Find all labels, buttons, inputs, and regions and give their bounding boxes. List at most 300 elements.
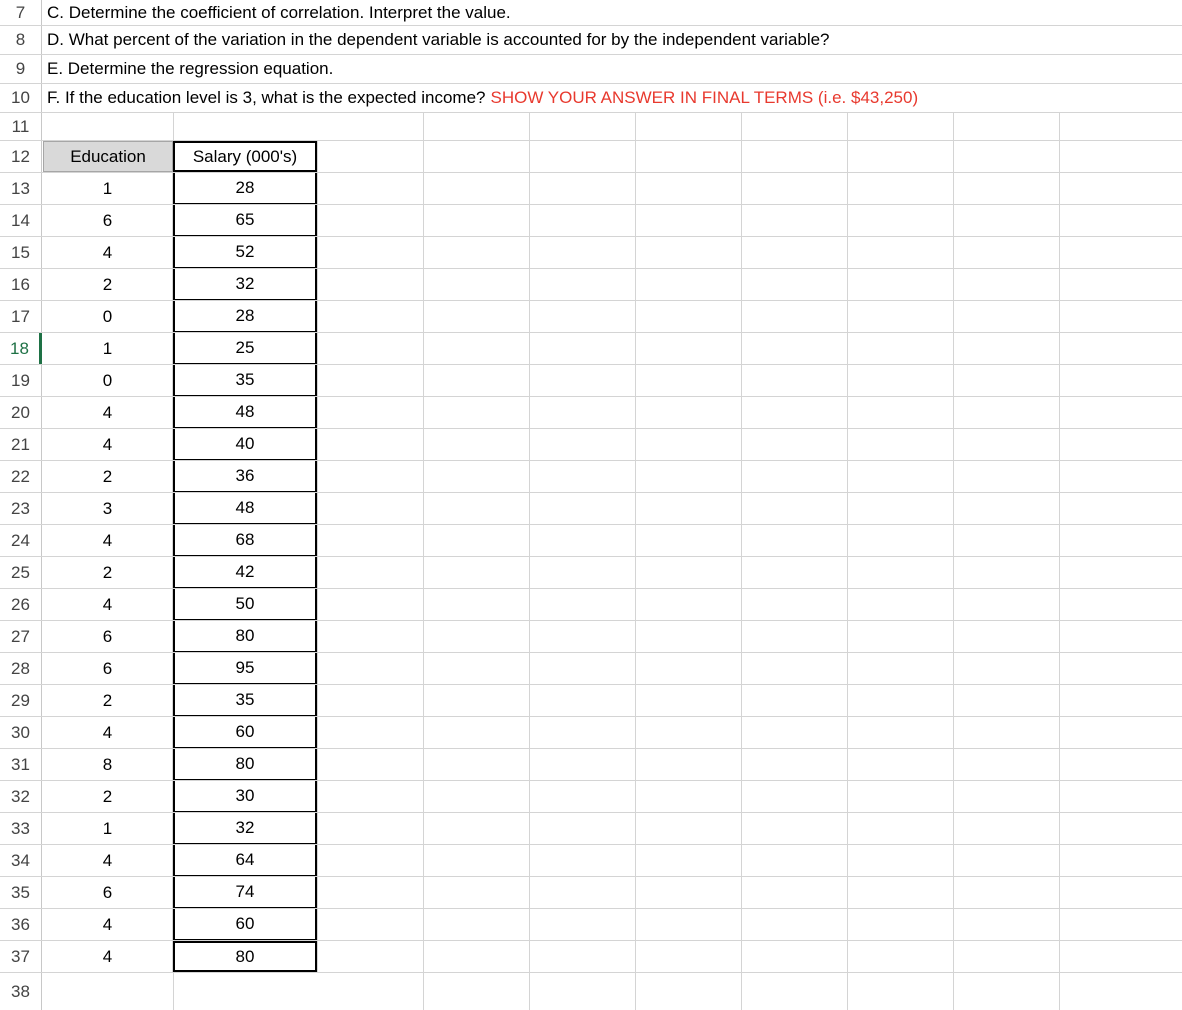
gridline: [1059, 173, 1060, 204]
gridline: [423, 909, 424, 940]
gridline: [953, 749, 954, 780]
gridline: [741, 717, 742, 748]
gridline: [953, 653, 954, 684]
gridline: [953, 237, 954, 268]
gridline: [741, 141, 742, 172]
row-header-23[interactable]: 23: [0, 493, 42, 524]
gridline: [635, 845, 636, 876]
gridline: [1059, 941, 1060, 972]
gridline: [1059, 493, 1060, 524]
gridline: [953, 365, 954, 396]
gridline: [423, 461, 424, 492]
salary-cell[interactable]: 40: [173, 429, 317, 460]
row-header-24[interactable]: 24: [0, 525, 42, 556]
gridline: [635, 941, 636, 972]
question-9[interactable]: [47, 55, 333, 83]
gridline: [423, 685, 424, 716]
row-header-34[interactable]: 34: [0, 845, 42, 876]
gridline: [1059, 621, 1060, 652]
gridline: [635, 909, 636, 940]
gridline: [741, 397, 742, 428]
gridline: [741, 461, 742, 492]
gridline: [741, 205, 742, 236]
gridline: [741, 589, 742, 620]
gridline: [529, 141, 530, 172]
gridline: [529, 845, 530, 876]
education-cell[interactable]: 4: [43, 909, 173, 940]
gridline: [423, 365, 424, 396]
gridline: [741, 333, 742, 364]
gridline: [741, 173, 742, 204]
salary-cell[interactable]: 80: [173, 749, 317, 780]
sheet-row-15: [0, 237, 1182, 269]
gridline: [635, 429, 636, 460]
gridline: [1059, 589, 1060, 620]
question-text: D. What percent of the variation in the dependent variable is accounted for by the independent variable?: [47, 30, 830, 49]
gridline: [317, 493, 318, 524]
row-header-29[interactable]: 29: [0, 685, 42, 716]
gridline: [1059, 557, 1060, 588]
gridline: [635, 685, 636, 716]
salary-cell[interactable]: 80: [173, 941, 317, 972]
gridline: [317, 621, 318, 652]
gridline: [423, 269, 424, 300]
gridline: [847, 141, 848, 172]
gridline: [635, 461, 636, 492]
gridline: [635, 781, 636, 812]
gridline: [635, 205, 636, 236]
gridline: [317, 557, 318, 588]
gridline: [953, 397, 954, 428]
education-cell[interactable]: 2: [43, 781, 173, 812]
gridline: [741, 237, 742, 268]
gridline: [317, 461, 318, 492]
gridline: [953, 557, 954, 588]
row-header-33[interactable]: 33: [0, 813, 42, 844]
row-header-36[interactable]: 36: [0, 909, 42, 940]
salary-cell[interactable]: 42: [173, 557, 317, 588]
gridline: [953, 877, 954, 908]
education-cell[interactable]: 0: [43, 365, 173, 396]
gridline: [847, 685, 848, 716]
sheet-row-11: [0, 113, 1182, 141]
education-cell[interactable]: 1: [43, 173, 173, 204]
gridline: [529, 525, 530, 556]
gridline: [529, 621, 530, 652]
gridline: [847, 461, 848, 492]
salary-cell[interactable]: 68: [173, 525, 317, 556]
education-cell[interactable]: 6: [43, 653, 173, 684]
gridline: [847, 909, 848, 940]
gridline: [847, 589, 848, 620]
gridline: [847, 429, 848, 460]
gridline: [529, 749, 530, 780]
salary-cell[interactable]: 80: [173, 621, 317, 652]
sheet-row-33: [0, 813, 1182, 845]
gridline: [317, 909, 318, 940]
row-header-13[interactable]: 13: [0, 173, 42, 204]
row-header-7[interactable]: 7: [0, 0, 42, 25]
sheet-row-10: [0, 84, 1182, 113]
salary-cell[interactable]: 50: [173, 589, 317, 620]
row-header-28[interactable]: 28: [0, 653, 42, 684]
gridline: [317, 525, 318, 556]
gridline: [529, 813, 530, 844]
sheet-row-9: [0, 55, 1182, 84]
gridline: [423, 973, 424, 1010]
gridline: [529, 493, 530, 524]
gridline: [423, 941, 424, 972]
gridline: [741, 877, 742, 908]
row-header-25[interactable]: 25: [0, 557, 42, 588]
education-cell[interactable]: 2: [43, 461, 173, 492]
sheet-row-29: [0, 685, 1182, 717]
sheet-row-27: [0, 621, 1182, 653]
education-cell[interactable]: 4: [43, 717, 173, 748]
education-cell[interactable]: 2: [43, 557, 173, 588]
sheet-row-18: [0, 333, 1182, 365]
sheet-row-21: [0, 429, 1182, 461]
gridline: [741, 269, 742, 300]
gridline: [847, 653, 848, 684]
gridline: [423, 589, 424, 620]
gridline: [529, 941, 530, 972]
gridline: [847, 749, 848, 780]
sheet-row-14: [0, 205, 1182, 237]
gridline: [1059, 269, 1060, 300]
salary-cell[interactable]: 36: [173, 461, 317, 492]
gridline: [953, 141, 954, 172]
gridline: [953, 269, 954, 300]
salary-cell[interactable]: 28: [173, 301, 317, 332]
education-cell[interactable]: 6: [43, 877, 173, 908]
row-header-20[interactable]: 20: [0, 397, 42, 428]
education-cell[interactable]: 1: [43, 333, 173, 364]
gridline: [529, 589, 530, 620]
gridline: [1059, 653, 1060, 684]
gridline: [1059, 461, 1060, 492]
gridline: [741, 781, 742, 812]
gridline: [635, 365, 636, 396]
gridline: [635, 557, 636, 588]
gridline: [423, 877, 424, 908]
salary-cell[interactable]: 32: [173, 813, 317, 844]
gridline: [423, 429, 424, 460]
gridline: [635, 333, 636, 364]
gridline: [847, 205, 848, 236]
education-cell[interactable]: 1: [43, 813, 173, 844]
row-header-18[interactable]: 18: [0, 333, 42, 364]
gridline: [1059, 781, 1060, 812]
gridline: [529, 653, 530, 684]
gridline: [1059, 397, 1060, 428]
salary-cell[interactable]: 30: [173, 781, 317, 812]
gridline: [635, 749, 636, 780]
row-header-26[interactable]: 26: [0, 589, 42, 620]
gridline: [1059, 813, 1060, 844]
gridline: [423, 845, 424, 876]
salary-cell[interactable]: 60: [173, 909, 317, 940]
gridline: [317, 333, 318, 364]
gridline: [423, 113, 424, 140]
gridline: [847, 877, 848, 908]
education-cell[interactable]: 4: [43, 525, 173, 556]
gridline: [741, 493, 742, 524]
gridline: [741, 621, 742, 652]
row-header-15[interactable]: 15: [0, 237, 42, 268]
column-header-education[interactable]: Education: [43, 141, 173, 172]
gridline: [635, 493, 636, 524]
salary-cell[interactable]: 95: [173, 653, 317, 684]
gridline: [635, 525, 636, 556]
gridline: [741, 973, 742, 1010]
sheet-row-22: [0, 461, 1182, 493]
gridline: [1059, 237, 1060, 268]
sheet-row-32: [0, 781, 1182, 813]
education-cell[interactable]: 8: [43, 749, 173, 780]
row-header-31[interactable]: 31: [0, 749, 42, 780]
gridline: [1059, 301, 1060, 332]
gridline: [635, 589, 636, 620]
salary-cell[interactable]: 32: [173, 269, 317, 300]
gridline: [317, 813, 318, 844]
gridline: [741, 557, 742, 588]
gridline: [635, 653, 636, 684]
gridline: [1059, 749, 1060, 780]
gridline: [529, 717, 530, 748]
gridline: [953, 173, 954, 204]
sheet-row-7: [0, 0, 1182, 26]
gridline: [529, 973, 530, 1010]
gridline: [317, 653, 318, 684]
gridline: [317, 877, 318, 908]
gridline: [741, 749, 742, 780]
education-cell[interactable]: 4: [43, 845, 173, 876]
gridline: [635, 173, 636, 204]
gridline: [741, 941, 742, 972]
gridline: [423, 781, 424, 812]
sheet-row-19: [0, 365, 1182, 397]
gridline: [423, 749, 424, 780]
gridline: [1059, 141, 1060, 172]
sheet-row-8: [0, 26, 1182, 55]
gridline: [741, 301, 742, 332]
gridline: [317, 269, 318, 300]
gridline: [423, 237, 424, 268]
gridline: [847, 621, 848, 652]
salary-cell[interactable]: 52: [173, 237, 317, 268]
gridline: [529, 685, 530, 716]
gridline: [847, 813, 848, 844]
salary-cell[interactable]: 64: [173, 845, 317, 876]
row-header-11[interactable]: 11: [0, 113, 42, 140]
gridline: [1059, 877, 1060, 908]
gridline: [1059, 333, 1060, 364]
sheet-row-16: [0, 269, 1182, 301]
gridline: [847, 301, 848, 332]
salary-cell[interactable]: 60: [173, 717, 317, 748]
gridline: [847, 269, 848, 300]
education-cell[interactable]: 4: [43, 429, 173, 460]
sheet-row-35: [0, 877, 1182, 909]
gridline: [423, 397, 424, 428]
gridline: [847, 333, 848, 364]
gridline: [741, 813, 742, 844]
gridline: [317, 365, 318, 396]
education-cell[interactable]: 2: [43, 685, 173, 716]
gridline: [1059, 525, 1060, 556]
gridline: [529, 301, 530, 332]
gridline: [1059, 717, 1060, 748]
salary-cell[interactable]: 25: [173, 333, 317, 364]
gridline: [317, 173, 318, 204]
row-header-19[interactable]: 19: [0, 365, 42, 396]
gridline: [317, 845, 318, 876]
education-cell[interactable]: 2: [43, 269, 173, 300]
gridline: [423, 621, 424, 652]
sheet-row-38: [0, 973, 1182, 1010]
gridline: [953, 973, 954, 1010]
sheet-row-17: [0, 301, 1182, 333]
question-8[interactable]: [47, 26, 830, 54]
gridline: [529, 237, 530, 268]
gridline: [1059, 909, 1060, 940]
gridline: [317, 237, 318, 268]
sheet-row-36: [0, 909, 1182, 941]
gridline: [529, 333, 530, 364]
row-header-8[interactable]: 8: [0, 26, 42, 54]
gridline: [953, 941, 954, 972]
row-header-30[interactable]: 30: [0, 717, 42, 748]
question-7[interactable]: [47, 0, 511, 25]
gridline: [317, 301, 318, 332]
gridline: [529, 461, 530, 492]
gridline: [173, 113, 174, 140]
gridline: [847, 845, 848, 876]
gridline: [953, 205, 954, 236]
row-header-16[interactable]: 16: [0, 269, 42, 300]
education-cell[interactable]: 4: [43, 397, 173, 428]
gridline: [529, 397, 530, 428]
gridline: [529, 557, 530, 588]
gridline: [1059, 205, 1060, 236]
row-header-35[interactable]: 35: [0, 877, 42, 908]
salary-cell[interactable]: 74: [173, 877, 317, 908]
question-text: E. Determine the regression equation.: [47, 59, 334, 78]
education-cell[interactable]: 4: [43, 589, 173, 620]
gridline: [635, 973, 636, 1010]
gridline: [423, 653, 424, 684]
gridline: [741, 909, 742, 940]
row-header-22[interactable]: 22: [0, 461, 42, 492]
row-header-32[interactable]: 32: [0, 781, 42, 812]
education-cell[interactable]: 6: [43, 621, 173, 652]
gridline: [635, 717, 636, 748]
sheet-row-25: [0, 557, 1182, 589]
column-header-salary[interactable]: Salary (000's): [173, 141, 317, 172]
gridline: [847, 493, 848, 524]
gridline: [317, 717, 318, 748]
row-header-10[interactable]: 10: [0, 84, 42, 112]
sheet-row-23: [0, 493, 1182, 525]
gridline: [847, 237, 848, 268]
gridline: [423, 301, 424, 332]
row-header-14[interactable]: 14: [0, 205, 42, 236]
gridline: [529, 781, 530, 812]
row-header-17[interactable]: 17: [0, 301, 42, 332]
gridline: [847, 557, 848, 588]
row-header-12[interactable]: 12: [0, 141, 42, 172]
gridline: [529, 877, 530, 908]
row-header-38[interactable]: 38: [0, 973, 42, 1010]
gridline: [317, 685, 318, 716]
education-cell[interactable]: 6: [43, 205, 173, 236]
gridline: [635, 237, 636, 268]
gridline: [529, 173, 530, 204]
gridline: [1059, 973, 1060, 1010]
gridline: [847, 365, 848, 396]
row-header-9[interactable]: 9: [0, 55, 42, 83]
gridline: [741, 429, 742, 460]
gridline: [423, 205, 424, 236]
gridline: [741, 365, 742, 396]
gridline: [635, 621, 636, 652]
question-text: C. Determine the coefficient of correlation. Interpret the value.: [47, 2, 511, 22]
salary-cell[interactable]: 35: [173, 365, 317, 396]
gridline: [1059, 685, 1060, 716]
gridline: [423, 173, 424, 204]
salary-cell[interactable]: 48: [173, 397, 317, 428]
gridline: [423, 717, 424, 748]
question-text: F. If the education level is 3, what is the expected income?: [47, 88, 486, 107]
gridline: [529, 205, 530, 236]
salary-cell[interactable]: 35: [173, 685, 317, 716]
gridline: [317, 781, 318, 812]
gridline: [635, 813, 636, 844]
salary-cell[interactable]: 48: [173, 493, 317, 524]
sheet-row-24: [0, 525, 1182, 557]
salary-cell[interactable]: 28: [173, 173, 317, 204]
question-10[interactable]: [47, 84, 918, 112]
salary-cell[interactable]: 65: [173, 205, 317, 236]
education-cell[interactable]: 3: [43, 493, 173, 524]
gridline: [423, 813, 424, 844]
gridline: [529, 429, 530, 460]
education-cell[interactable]: 4: [43, 941, 173, 972]
gridline: [1059, 429, 1060, 460]
gridline: [317, 749, 318, 780]
education-cell[interactable]: 4: [43, 237, 173, 268]
gridline: [741, 525, 742, 556]
row-header-27[interactable]: 27: [0, 621, 42, 652]
sheet-row-34: [0, 845, 1182, 877]
sheet-row-13: [0, 173, 1182, 205]
gridline: [317, 941, 318, 972]
gridline: [847, 941, 848, 972]
gridline: [953, 621, 954, 652]
gridline: [529, 365, 530, 396]
row-header-21[interactable]: 21: [0, 429, 42, 460]
gridline: [741, 113, 742, 140]
gridline: [953, 717, 954, 748]
gridline: [1059, 365, 1060, 396]
gridline: [317, 589, 318, 620]
gridline: [847, 397, 848, 428]
gridline: [953, 589, 954, 620]
row-header-37[interactable]: 37: [0, 941, 42, 972]
education-cell[interactable]: 0: [43, 301, 173, 332]
gridline: [953, 461, 954, 492]
